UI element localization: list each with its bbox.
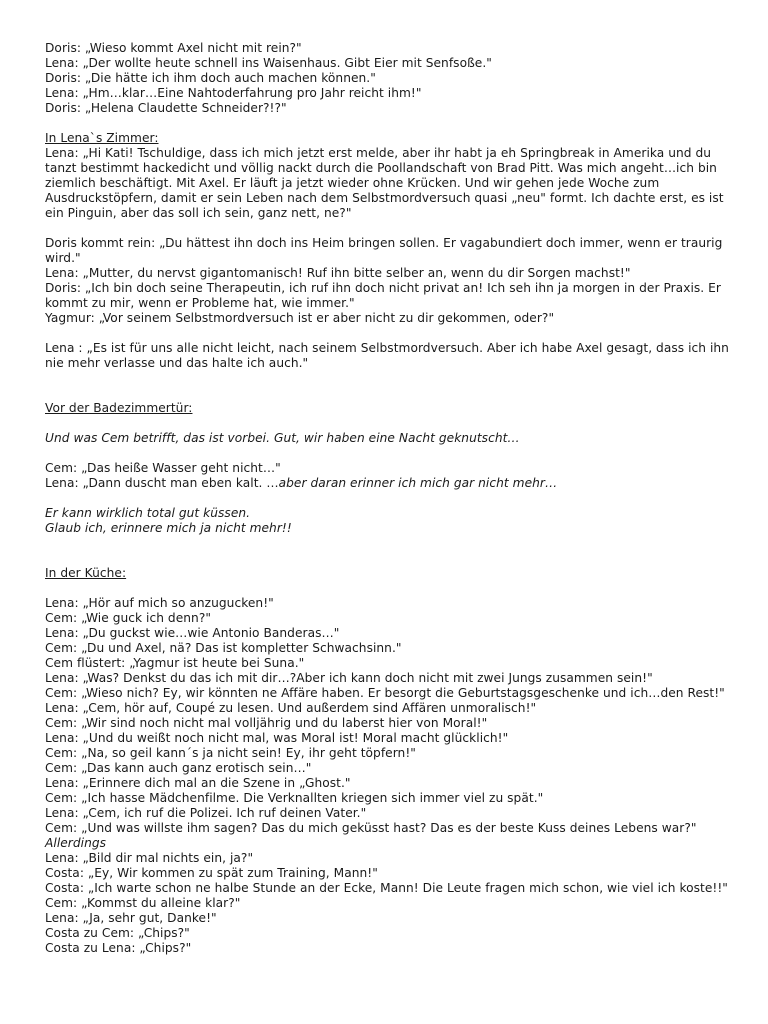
dialogue-line: Cem: „Das kann auch ganz erotisch sein…" xyxy=(45,761,312,775)
spacer xyxy=(45,326,735,341)
inner-monologue: Und was Cem betrifft, das ist vorbei. Gut, wir haben eine Nacht geknutscht… xyxy=(45,431,520,445)
dialogue-line: Cem: „Das heiße Wasser geht nicht…" xyxy=(45,461,281,475)
scene-heading-lena-room: In Lena`s Zimmer: xyxy=(45,131,159,145)
dialogue-line: Lena: „Hör auf mich so anzugucken!" xyxy=(45,596,274,610)
script-page xyxy=(45,41,735,956)
scene-heading-bathroom: Vor der Badezimmertür: xyxy=(45,401,193,415)
dialogue-paragraph: Lena: „Hi Kati! Tschuldige, dass ich mich jetzt erst melde, aber ihr habt ja eh Springbreak in Amerika und du tanzt bestimmt hackedicht und völlig nackt durch die Poollandschaft von Brad Pitt. Was mich angeht…ich bin ziemlich beschäftigt. Mit Axel. Er läuft ja jetzt wieder ohne Krücken. Und wir gehen jede Woche zum Ausdruckstöpfern, damit er sein Leben nach dem Selbstmordversuch quasi „neu" formt. Ich dachte erst, es ist ein Pinguin, aber das soll ich sein, ganz nett, ne?" xyxy=(45,146,724,220)
spacer xyxy=(45,116,735,131)
dialogue-line: Lena: „Der wollte heute schnell ins Waisenhaus. Gibt Eier mit Senfsoße." xyxy=(45,56,492,70)
dialogue-line: Lena: „Was? Denkst du das ich mit dir…?Aber ich kann doch nicht mit zwei Jungs zusammen sein!" xyxy=(45,671,653,685)
spacer xyxy=(45,536,735,566)
dialogue-line: Cem: „Wie guck ich denn?" xyxy=(45,611,211,625)
dialogue-line: Doris kommt rein: „Du hättest ihn doch ins Heim bringen sollen. Er vagabundiert doch immer, wenn er traurig wird." xyxy=(45,236,723,265)
scene-heading-kitchen: In der Küche: xyxy=(45,566,127,580)
dialogue-line: Lena: „Ja, sehr gut, Danke!" xyxy=(45,911,217,925)
dialogue-line: Lena: „Erinnere dich mal an die Szene in „Ghost." xyxy=(45,776,351,790)
spacer xyxy=(45,581,735,596)
spacer xyxy=(45,221,735,236)
dialogue-line: Yagmur: „Vor seinem Selbstmordversuch ist er aber nicht zu dir gekommen, oder?" xyxy=(45,311,555,325)
spacer xyxy=(45,491,735,506)
dialogue-line: Cem: „Und was willste ihm sagen? Das du mich geküsst hast? Das es der beste Kuss deines Lebens war?" xyxy=(45,821,697,835)
dialogue-line: Doris: „Die hätte ich ihm doch auch machen können." xyxy=(45,71,376,85)
dialogue-line: Lena: „Du guckst wie…wie Antonio Banderas…" xyxy=(45,626,340,640)
dialogue-line xyxy=(45,476,735,491)
dialogue-line: Lena: „Mutter, du nervst gigantomanisch! Ruf ihn bitte selber an, wenn du dir Sorgen machst!" xyxy=(45,266,631,280)
dialogue-line: Cem flüstert: „Yagmur ist heute bei Suna." xyxy=(45,656,305,670)
dialogue-line: Cem: „Kommst du alleine klar?" xyxy=(45,896,241,910)
spacer xyxy=(45,446,735,461)
inner-monologue: Er kann wirklich total gut küssen. xyxy=(45,506,251,520)
spacer xyxy=(45,416,735,431)
dialogue-line: Lena: „Bild dir mal nichts ein, ja?" xyxy=(45,851,254,865)
inner-monologue: Glaub ich, erinnere mich ja nicht mehr!! xyxy=(45,521,292,535)
dialogue-line: Doris: „Helena Claudette Schneider?!?" xyxy=(45,101,287,115)
inner-monologue: Allerdings xyxy=(45,836,107,850)
dialogue-line: Cem: „Na, so geil kann´s ja nicht sein! Ey, ihr geht töpfern!" xyxy=(45,746,416,760)
dialogue-line: Costa: „Ich warte schon ne halbe Stunde an der Ecke, Mann! Die Leute fragen mich schon, wie viel ich koste!!" xyxy=(45,881,728,895)
dialogue-text: Lena: „Dann duscht man eben kalt. … xyxy=(45,476,279,490)
dialogue-paragraph: Lena : „Es ist für uns alle nicht leicht, nach seinem Selbstmordversuch. Aber ich habe Axel gesagt, dass ich ihn nie mehr verlasse und das halte ich auch." xyxy=(45,341,729,370)
dialogue-line: Costa: „Ey, Wir kommen zu spät zum Training, Mann!" xyxy=(45,866,378,880)
dialogue-line: Cem: „Du und Axel, nä? Das ist kompletter Schwachsinn." xyxy=(45,641,402,655)
dialogue-line: Doris: „Ich bin doch seine Therapeutin, ich ruf ihn doch nicht privat an! Ich seh ihn ja morgen in der Praxis. Er kommt zu mir, wenn er Probleme hat, wie immer." xyxy=(45,281,721,310)
dialogue-line: Costa zu Cem: „Chips?" xyxy=(45,926,190,940)
dialogue-line: Lena: „Und du weißt noch nicht mal, was Moral ist! Moral macht glücklich!" xyxy=(45,731,509,745)
dialogue-line: Lena: „Cem, hör auf, Coupé zu lesen. Und außerdem sind Affären unmoralisch!" xyxy=(45,701,537,715)
dialogue-line: Lena: „Cem, ich ruf die Polizei. Ich ruf deinen Vater." xyxy=(45,806,367,820)
dialogue-line: Cem: „Wir sind noch nicht mal volljährig und du laberst hier von Moral!" xyxy=(45,716,488,730)
spacer xyxy=(45,371,735,401)
dialogue-line: Costa zu Lena: „Chips?" xyxy=(45,941,192,955)
dialogue-line: Doris: „Wieso kommt Axel nicht mit rein?" xyxy=(45,41,302,55)
inner-monologue: aber daran erinner ich mich gar nicht mehr… xyxy=(278,476,558,490)
dialogue-line: Cem: „Wieso nich? Ey, wir könnten ne Affäre haben. Er besorgt die Geburtstagsgeschenke und ich…den Rest!" xyxy=(45,686,725,700)
dialogue-line: Lena: „Hm…klar…Eine Nahtoderfahrung pro Jahr reicht ihm!" xyxy=(45,86,422,100)
dialogue-line: Cem: „Ich hasse Mädchenfilme. Die Verknallten kriegen sich immer viel zu spät." xyxy=(45,791,544,805)
